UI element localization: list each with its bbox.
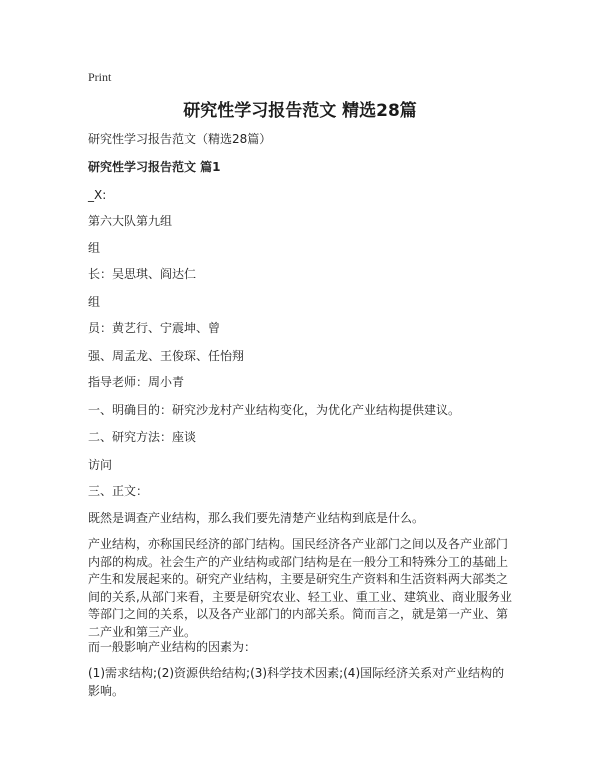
body-intro: 既然是调查产业结构，那么我们要先清楚产业结构到底是什么。 <box>88 511 425 525</box>
purpose: 一、明确目的：研究沙龙村产业结构变化，为优化产业结构提供建议。 <box>88 403 461 417</box>
print-link[interactable]: Print <box>88 70 112 84</box>
method-continued: 访问 <box>88 458 113 472</box>
document-title: 研究性学习报告范文 精选28篇 <box>183 101 417 121</box>
advisor: 指导老师：周小青 <box>88 375 185 389</box>
members-line-1: 员：黄艺行、宁震坤、曾 <box>88 321 221 335</box>
line-x: _X: <box>88 188 107 202</box>
group-name: 第六大队第九组 <box>88 214 173 228</box>
factors-intro: 而一般影响产业结构的因素为： <box>88 640 257 654</box>
members-prefix: 组 <box>88 295 101 309</box>
group-leader: 长：吴思琪、阎达仁 <box>88 267 197 281</box>
document-subtitle: 研究性学习报告范文（精选28篇） <box>88 132 272 146</box>
factors-list: (1)需求结构;(2)资源供给结构;(3)科学技术因素;(4)国际经济关系对产业结构的影响。 <box>88 666 505 698</box>
method: 二、研究方法：座谈 <box>88 430 197 444</box>
group-leader-prefix: 组 <box>88 241 101 255</box>
members-line-2: 强、周孟龙、王俊琛、任怡翔 <box>88 349 245 363</box>
body-paragraph-1: 产业结构，亦称国民经济的部门结构。国民经济各产业部门之间以及各产业部门内部的构成。社会生产的产业结构或部门结构是在一般分工和特殊分工的基础上产生和发展起来的。研究产业结构，主要是研究生产资料和生活资料两大部类之间的关系,从部门来看，主要是研究农业、轻工业、重工业、建筑业、商业服务业等部门之间的关系，以及各产业部门的内部关系。简而言之，就是第一产业、第二产业和第三产业。 <box>88 537 512 639</box>
body-heading: 三、正文： <box>88 484 149 498</box>
section-heading: 研究性学习报告范文 篇1 <box>88 160 221 174</box>
